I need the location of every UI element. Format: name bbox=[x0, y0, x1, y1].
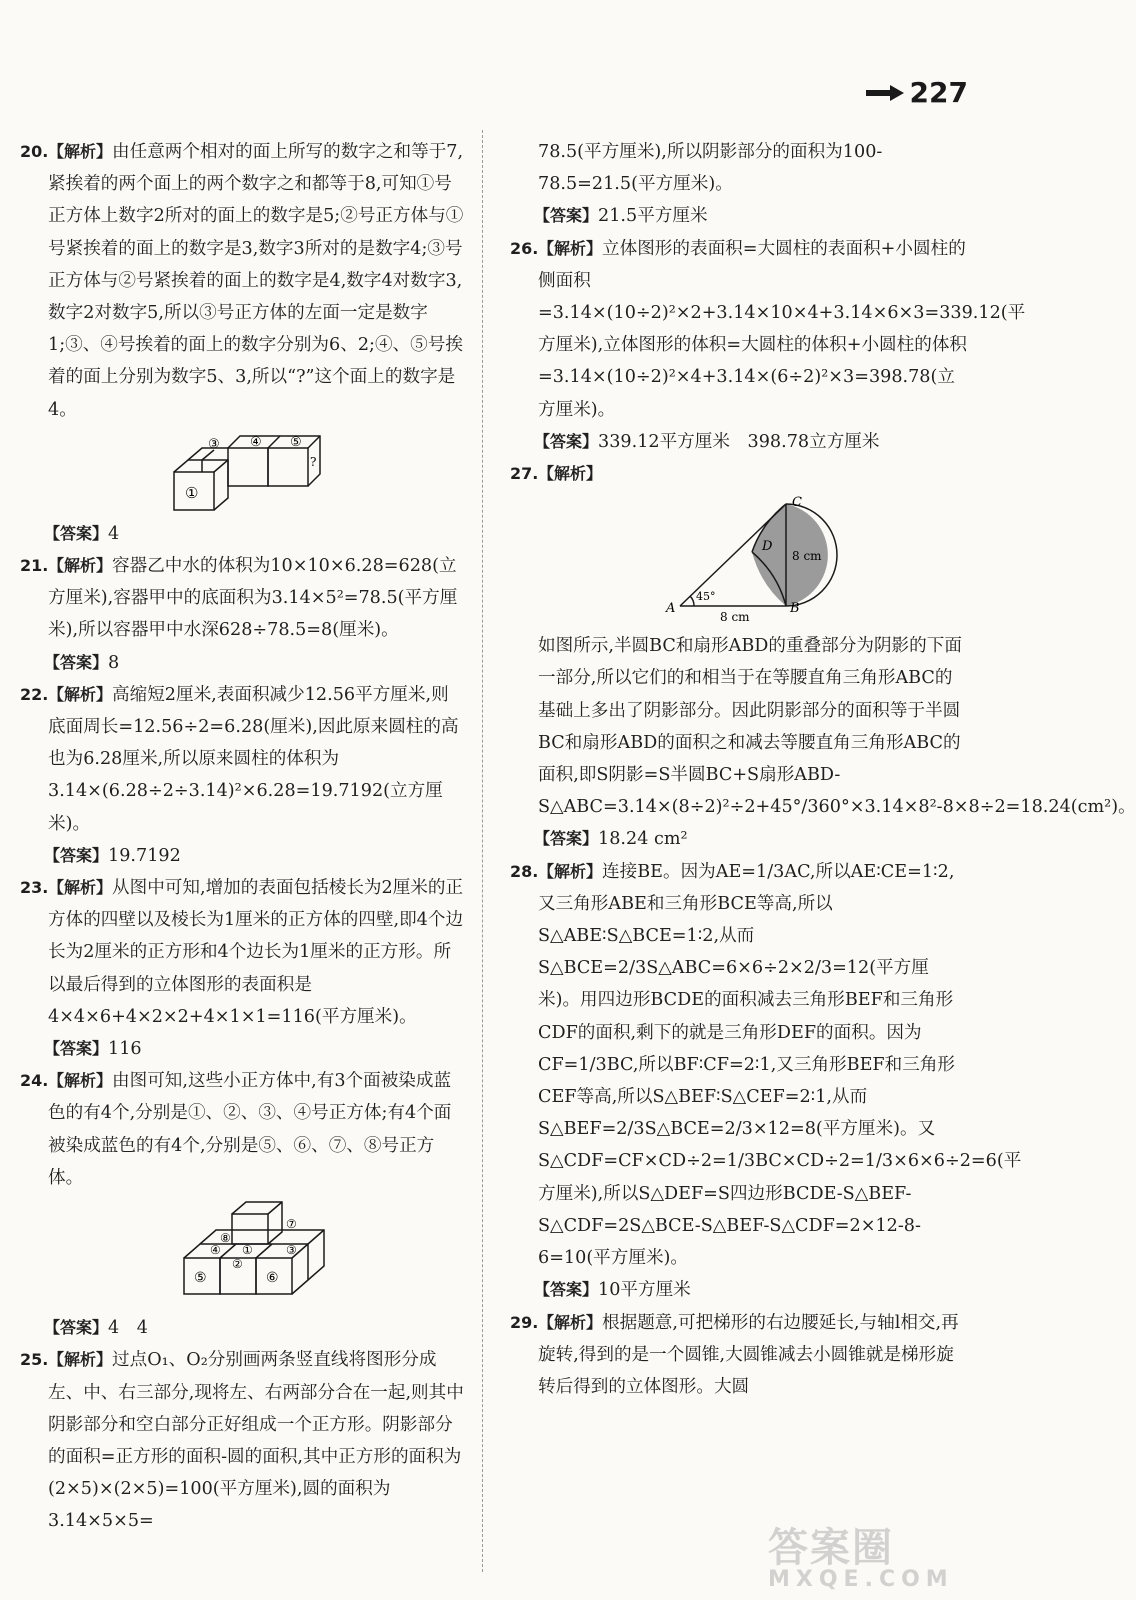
analysis-text: 连接BE。因为AE=1/3AC,所以AE∶CE=1∶2,又三角形ABE和三角形BCE等高,所以S△ABE∶S△BCE=1∶2,从而S△BCE=2/3S△ABC=6×6÷2×2/3=12(平方厘米)。用四边形BCDE的面积减去三角形BEF和三角形CDF的面积,剩下的就是三角形DEF的面积。因为CF=1/3BC,所以BF∶CF=2∶1,又三角形BEF和三角形CEF等高,所以S△BEF∶S△CEF=2∶1,从而S△BEF=2/3S△BCE=2/3×12=8(平方厘米)。又S△CDF=CF×CD÷2=1/3BC×CD÷2=1/3×6×6÷2=6(平方厘米),所以S△DEF=S四边形BCDE-S△BEF-S△CDF=2S△BCE-S△BEF-S△CDF=2×12-8-6=10(平方厘米)。 bbox=[538, 861, 1022, 1269]
analysis-tag: 【解析】 bbox=[48, 1350, 113, 1370]
analysis-text: 由任意两个相对的面上所写的数字之和等于7,紧挨着的两个面上的两个数字之和都等于8,可知①号正方体上数字2所对的面上的数字是5;②号正方体与①号紧挨着的面上的数字是3,数字3所对的是数字4;③号正方体与②号紧挨着的面上的数字是4,数字4对数字3,数字2对数字5,所以③号正方体的左面一定是数字1;③、④号挨着的面上的数字分别为6、2;④、⑤号挨着的面上分别为数字5、3,所以“?”这个面上的数字是4。 bbox=[48, 142, 464, 420]
answer-23 bbox=[20, 1033, 465, 1065]
left-column bbox=[20, 136, 465, 1538]
analysis-text: 如图所示,半圆BC和扇形ABD的重叠部分为阴影的下面一部分,所以它们的和相当于在等腰直角三角形ABC的基础上多出了阴影部分。因此阴影部分的面积等于半圆BC和扇形ABD的面积之和减去等腰直角三角形ABC的面积,即S阴影=S半圆BC+S扇形ABD-S△ABC=3.14×(8÷2)²÷2+45°/360°×3.14×8²-8×8÷2=18.24(cm²)。 bbox=[538, 636, 1136, 818]
cube-label: ① bbox=[184, 483, 198, 502]
answer-text: 4 4 bbox=[108, 1318, 148, 1339]
cube-label: ④ bbox=[209, 1243, 221, 1258]
question-26 bbox=[510, 233, 1026, 426]
question-22 bbox=[20, 679, 465, 840]
answer-tag: 【答案】 bbox=[44, 845, 109, 865]
question-number: 20. bbox=[20, 142, 49, 161]
point-label: A bbox=[666, 601, 676, 617]
answer-text: 19.7192 bbox=[108, 845, 181, 866]
answer-28 bbox=[510, 1274, 970, 1306]
analysis-tag: 【解析】 bbox=[538, 1312, 603, 1332]
analysis-tag: 【解析】 bbox=[48, 878, 113, 898]
cube-label: ⑧ bbox=[219, 1231, 231, 1246]
analysis-text: 根据题意,可把梯形的右边腰延长,与轴l相交,再旋转,得到的是一个圆锥,大圆锥减去小圆锥就是梯形旋转后得到的立体图形。大圆 bbox=[538, 1312, 959, 1397]
question-24 bbox=[20, 1065, 465, 1306]
answer-text: 339.12平方厘米 398.78立方厘米 bbox=[598, 431, 880, 452]
right-column bbox=[510, 136, 1136, 1403]
analysis-tag: 【解析】 bbox=[48, 684, 113, 704]
side-label: 8 cm bbox=[792, 549, 822, 564]
answer-26 bbox=[510, 426, 970, 458]
question-25 bbox=[20, 1344, 465, 1537]
watermark-line2: MXQE.COM bbox=[768, 1567, 954, 1592]
answer-tag: 【答案】 bbox=[44, 1039, 109, 1059]
analysis-text: 78.5(平方厘米),所以阴影部分的面积为100-78.5=21.5(平方厘米)。 bbox=[538, 142, 883, 195]
cube-label: ③ bbox=[285, 1243, 297, 1258]
question-number: 21. bbox=[20, 556, 49, 576]
answer-tag: 【答案】 bbox=[534, 1280, 599, 1300]
analysis-tag: 【解析】 bbox=[48, 142, 113, 161]
cube-label: ? bbox=[309, 454, 316, 469]
answer-tag: 【答案】 bbox=[44, 523, 109, 543]
cube-label: ③ bbox=[207, 436, 220, 452]
cube-label: ⑥ bbox=[265, 1270, 279, 1287]
point-label: B bbox=[790, 601, 800, 617]
answer-tag: 【答案】 bbox=[534, 431, 599, 451]
analysis-tag: 【解析】 bbox=[48, 556, 113, 576]
analysis-tag: 【解析】 bbox=[538, 861, 603, 881]
answer-21 bbox=[20, 647, 465, 679]
angle-label: 45° bbox=[696, 590, 716, 604]
question-29 bbox=[510, 1307, 970, 1404]
answer-24 bbox=[20, 1312, 465, 1344]
cube-label: ④ bbox=[249, 434, 262, 450]
question-number: 23. bbox=[20, 878, 49, 898]
answer-27 bbox=[510, 823, 970, 855]
analysis-tag: 【解析】 bbox=[48, 1071, 113, 1091]
question-number: 25. bbox=[20, 1350, 49, 1370]
question-23 bbox=[20, 872, 465, 1033]
analysis-text: 容器乙中水的体积为10×10×6.28=628(立方厘米),容器甲中的底面积为3.14×5²=78.5(平方厘米),所以容器甲中水深628÷78.5=8(厘米)。 bbox=[48, 556, 458, 641]
cube-label: ⑤ bbox=[193, 1270, 207, 1287]
answer-tag: 【答案】 bbox=[44, 652, 109, 672]
point-label: C bbox=[792, 495, 802, 511]
cube-label: ⑤ bbox=[289, 434, 302, 450]
analysis-tag: 【解析】 bbox=[538, 238, 603, 258]
question-number: 28. bbox=[510, 861, 539, 881]
page-number-text: 227 bbox=[909, 76, 968, 109]
analysis-text: 过点O₁、O₂分别画两条竖直线将图形分成左、中、右三部分,现将左、右两部分合在一起,则其中阴影部分和空白部分正好组成一个正方形。阴影部分的面积=正方形的面积-圆的面积,其中正方形的面积为(2×5)×(2×5)=100(平方厘米),圆的面积为3.14×5×5= bbox=[48, 1350, 464, 1532]
cube-label: ② bbox=[231, 1257, 243, 1272]
analysis-text: 高缩短2厘米,表面积减少12.56平方厘米,则底面周长=12.56÷2=6.28(厘米),因此原来圆柱的高也为6.28厘米,所以原来圆柱的体积为3.14×(6.28÷2÷3.14)²×6.28=19.7192(立方厘米)。 bbox=[48, 684, 459, 834]
triangle-figure-27 bbox=[538, 494, 970, 624]
answer-text: 21.5平方厘米 bbox=[598, 206, 708, 227]
question-number: 27. bbox=[510, 464, 539, 484]
answer-text: 18.24 cm² bbox=[598, 829, 688, 850]
answer-text: 4 bbox=[108, 523, 120, 544]
point-label: D bbox=[762, 539, 773, 555]
page-number bbox=[866, 76, 968, 109]
analysis-text: 立体图形的表面积=大圆柱的表面积+小圆柱的侧面积=3.14×(10÷2)²×2+3.14×10×4+3.14×6×3=339.12(平方厘米),立体图形的体积=大圆柱的体积+小圆柱的体积=3.14×(10÷2)²×4+3.14×(6÷2)²×3=398.78(立方厘米)。 bbox=[538, 238, 1026, 420]
question-21 bbox=[20, 550, 465, 647]
analysis-tag: 【解析】 bbox=[538, 464, 603, 484]
question-number: 22. bbox=[20, 684, 49, 704]
analysis-text: 从图中可知,增加的表面包括棱长为2厘米的正方体的四壁以及棱长为1厘米的正方体的四壁,即4个边长为2厘米的正方形和4个边长为1厘米的正方形。所以最后得到的立体图形的表面积是4×4×6+4×2×2+4×1×1=116(平方厘米)。 bbox=[48, 878, 464, 1027]
answer-tag: 【答案】 bbox=[534, 206, 599, 226]
answer-20 bbox=[20, 518, 465, 550]
answer-tag: 【答案】 bbox=[534, 829, 599, 849]
cube-label: ① bbox=[241, 1243, 253, 1258]
cube-figure-20 bbox=[48, 430, 465, 512]
column-divider bbox=[482, 130, 483, 1572]
arrow-right-icon bbox=[866, 85, 904, 101]
answer-text: 8 bbox=[108, 652, 120, 673]
cube-figure-24 bbox=[48, 1198, 465, 1306]
answer-tag: 【答案】 bbox=[44, 1318, 109, 1338]
question-25-continued bbox=[510, 136, 970, 200]
answer-22 bbox=[20, 840, 465, 872]
question-number: 26. bbox=[510, 238, 539, 258]
question-27 bbox=[510, 458, 1136, 823]
answer-text: 10平方厘米 bbox=[598, 1280, 691, 1301]
question-20 bbox=[20, 136, 465, 512]
answer-25 bbox=[510, 200, 970, 232]
question-28 bbox=[510, 856, 1022, 1275]
side-label: 8 cm bbox=[720, 610, 750, 625]
watermark-line1: 答案圈 bbox=[768, 1525, 894, 1571]
analysis-text: 由图可知,这些小正方体中,有3个面被染成蓝色的有4个,分别是①、②、③、④号正方体;有4个面被染成蓝色的有4个,分别是⑤、⑥、⑦、⑧号正方体。 bbox=[48, 1071, 452, 1188]
question-number: 24. bbox=[20, 1071, 49, 1091]
answer-text: 116 bbox=[108, 1039, 142, 1060]
cube-label: ⑦ bbox=[285, 1217, 297, 1232]
question-number: 29. bbox=[510, 1312, 539, 1332]
watermark-logo bbox=[768, 1516, 978, 1592]
